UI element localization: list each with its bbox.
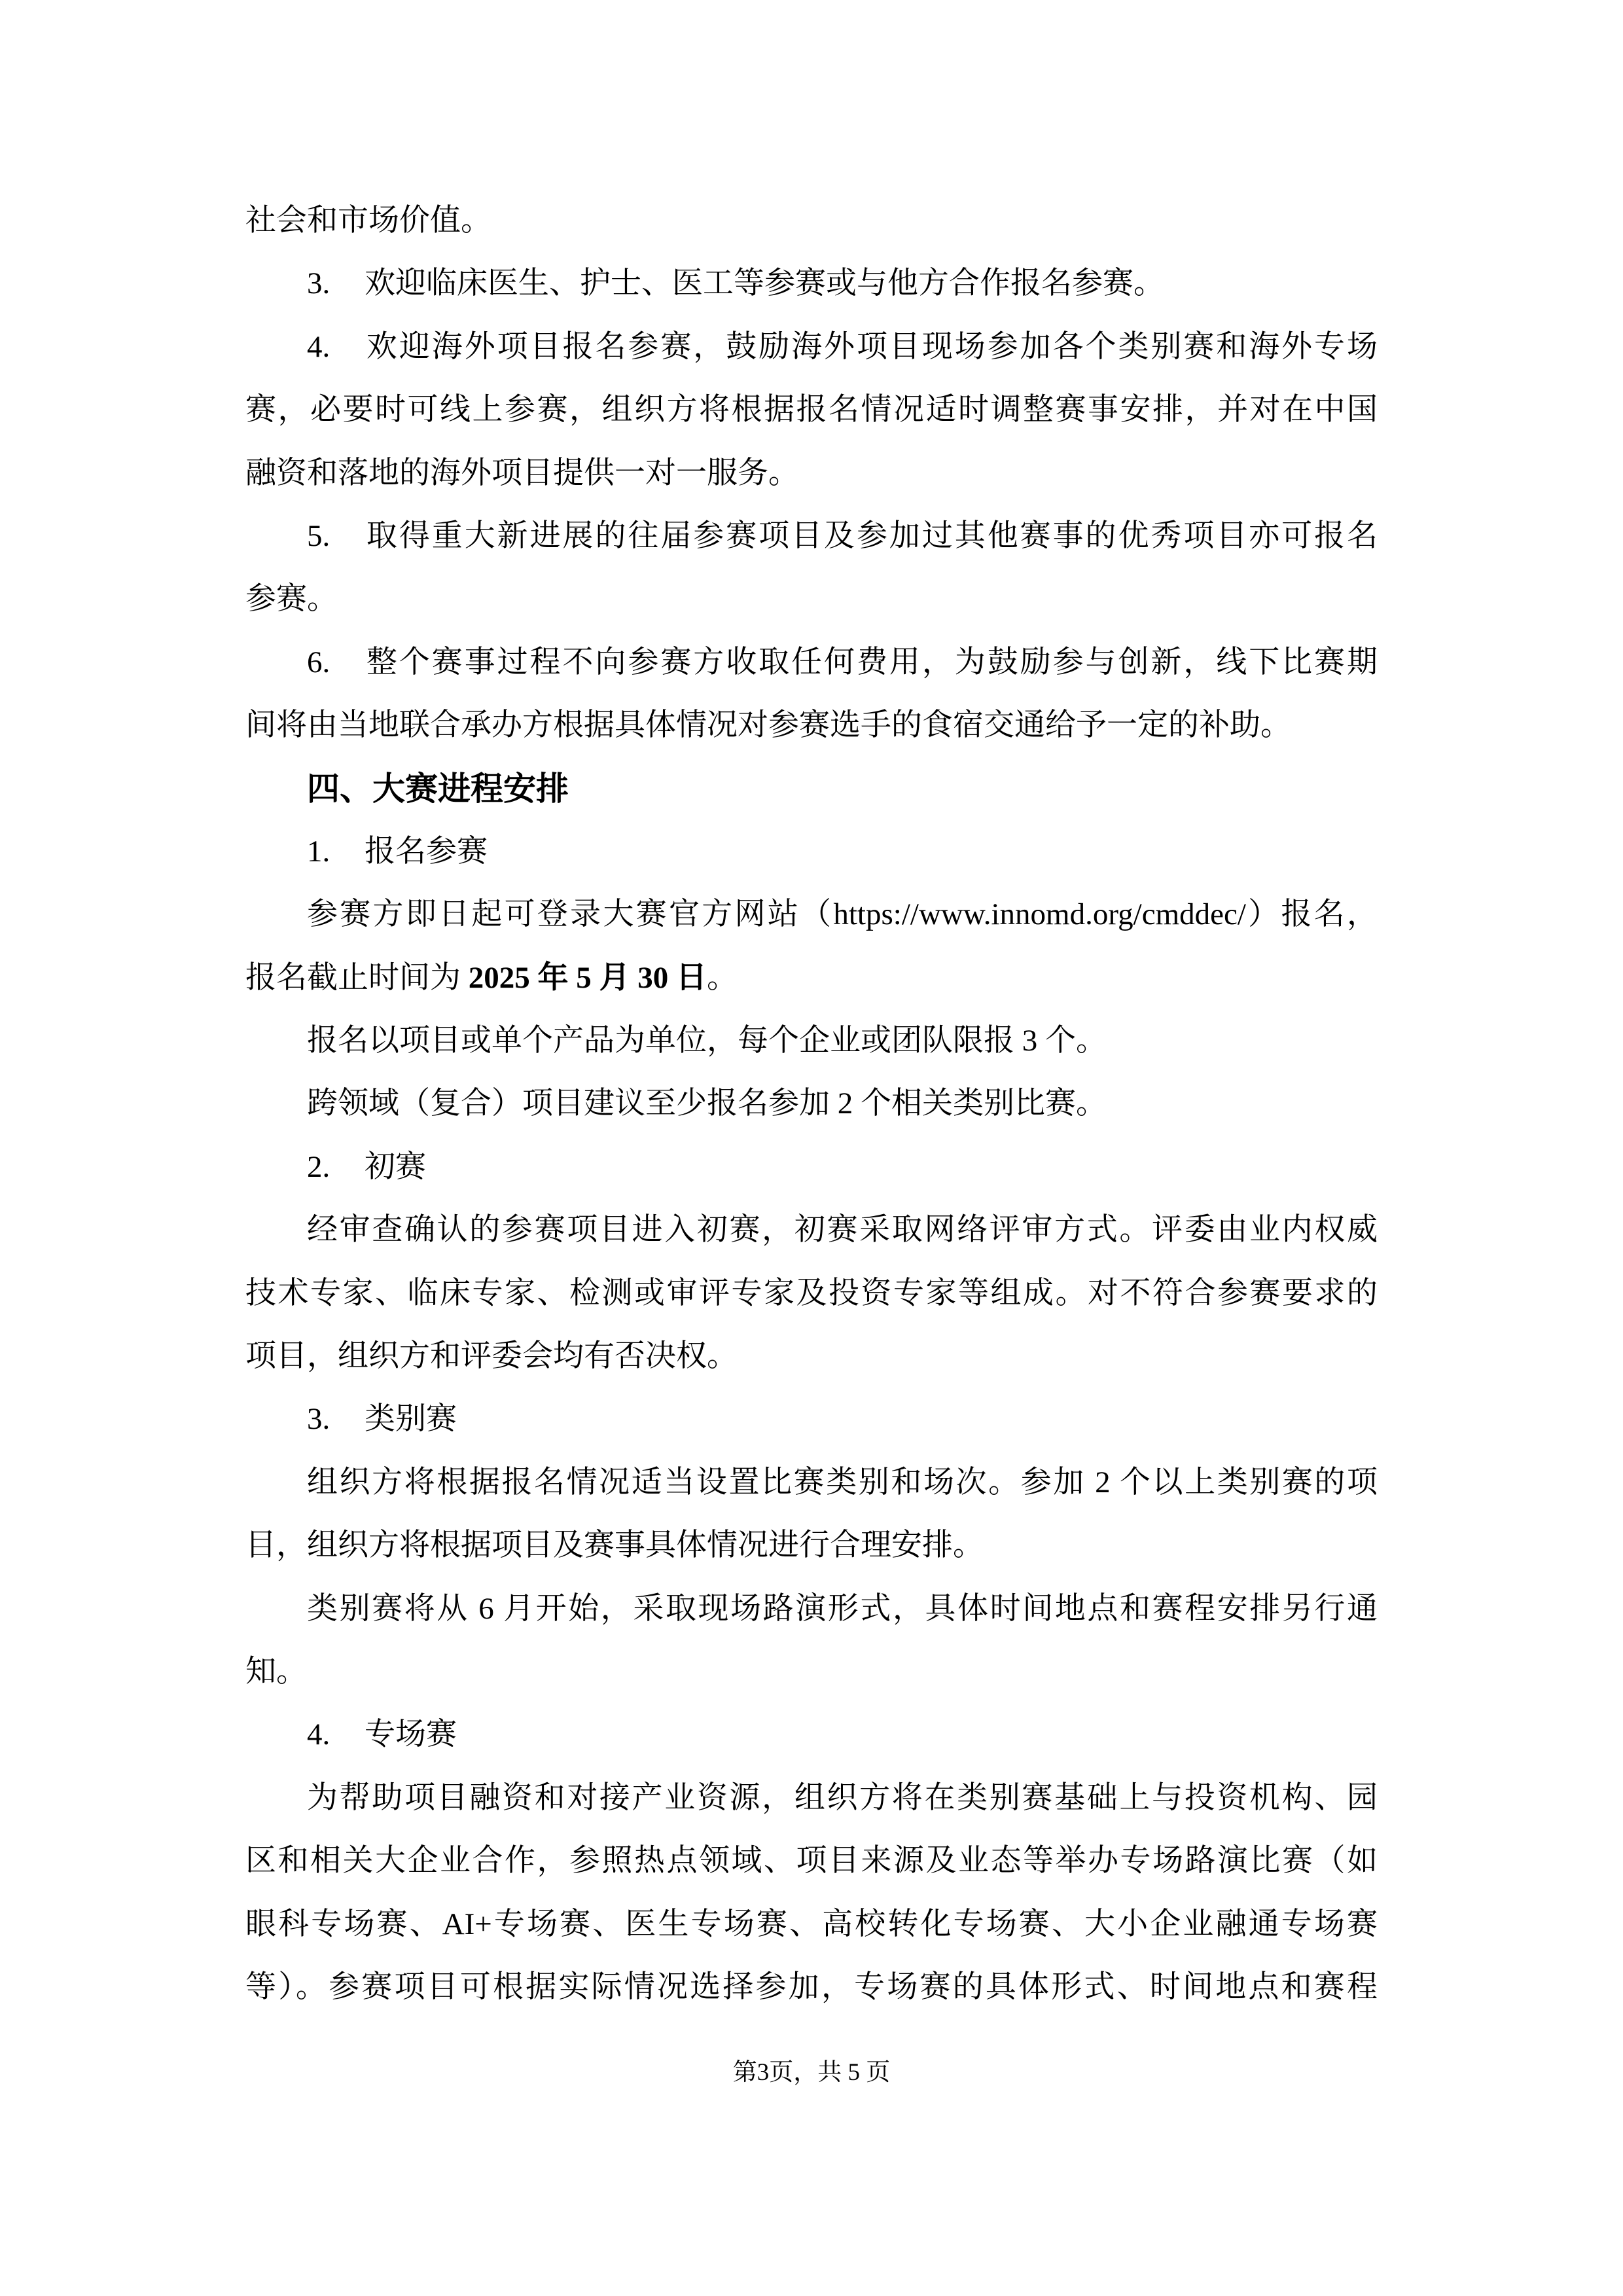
document-body [245,189,1378,2018]
numbered-item-6-line-2: 间将由当地联合承办方根据具体情况对参赛选手的食宿交通给予一定的补助。 [245,708,1291,743]
preliminary-para-line-2: 技术专家、临床专家、检测或审评专家及投资专家等组成。对不符合参赛要求的 [245,1276,1378,1310]
subitem-2-preliminary [245,1136,1378,1198]
deadline-suffix: 。 [707,960,738,995]
numbered-item-6-line-1 [245,631,1378,694]
section-heading: 四、大赛进程安排 [307,770,569,807]
subitem-4-special [245,1703,1378,1766]
item-text: 欢迎临床医生、护士、医工等参赛或与他方合作报名参赛。 [365,266,1164,301]
category-para-line-1: 组织方将根据报名情况适当设置比赛类别和场次。参加 2 个以上类别赛的项 [307,1465,1378,1499]
item-number: 4. [307,329,330,364]
subitem-1-registration [245,820,1378,883]
item-number: 6. [307,645,330,679]
item-text: 初赛 [365,1149,426,1184]
page-footer: 第3页，共 5 页 [732,2059,891,2086]
item-number: 3. [307,266,330,301]
item-number: 2. [307,1149,330,1184]
item-text: 欢迎海外项目报名参赛，鼓励海外项目现场参加各个类别赛和海外专场 [365,329,1378,364]
deadline-prefix: 报名截止时间为 [245,960,469,995]
item-text: 专场赛 [365,1717,457,1752]
item-text: 类别赛 [365,1402,457,1437]
item-number: 4. [307,1717,330,1752]
subitem-3-category [245,1388,1378,1450]
item-text: 报名参赛 [365,834,488,869]
numbered-item-3 [245,252,1378,315]
cross-domain-note-line: 跨领域（复合）项目建议至少报名参加 2 个相关类别比赛。 [307,1086,1107,1121]
registration-note-line: 报名以项目或单个产品为单位，每个企业或团队限报 3 个。 [307,1024,1107,1058]
numbered-item-5-line-1 [245,505,1378,567]
special-para-line-4: 等）。参赛项目可根据实际情况选择参加，专场赛的具体形式、时间地点和赛程 [245,1969,1378,2004]
category-schedule-line-2: 知。 [245,1654,307,1689]
item-text: 取得重大新进展的往届参赛项目及参加过其他赛事的优秀项目亦可报名 [365,518,1378,553]
numbered-item-4-line-2: 赛，必要时可线上参赛，组织方将根据报名情况适时调整赛事安排，并对在中国 [245,393,1378,427]
numbered-item-4-line-3: 融资和落地的海外项目提供一对一服务。 [245,456,799,490]
preliminary-para-line-3: 项目，组织方和评委会均有否决权。 [245,1339,738,1374]
special-para-line-3: 眼科专场赛、AI+专场赛、医生专场赛、高校转化专场赛、大小企业融通专场赛 [245,1907,1378,1941]
item-number: 1. [307,834,330,869]
item-number: 5. [307,518,330,553]
registration-para-line-1: 参赛方即日起可登录大赛官方网站（https://www.innomd.org/cmddec/）报名， [307,897,1378,932]
registration-deadline-line [245,946,1378,1009]
preliminary-para-line-1: 经审查确认的参赛项目进入初赛，初赛采取网络评审方式。评委由业内权威 [307,1213,1378,1247]
deadline-date: 2025 年 5 月 30 日 [468,960,707,995]
paragraph-tail-line: 社会和市场价值。 [245,204,491,238]
special-para-line-1: 为帮助项目融资和对接产业资源，组织方将在类别赛基础上与投资机构、园 [307,1780,1378,1815]
category-schedule-line-1: 类别赛将从 6 月开始，采取现场路演形式，具体时间地点和赛程安排另行通 [307,1591,1378,1626]
item-text: 整个赛事过程不向参赛方收取任何费用，为鼓励参与创新，线下比赛期 [365,645,1378,679]
numbered-item-5-line-2: 参赛。 [245,582,338,617]
special-para-line-2: 区和相关大企业合作，参照热点领域、项目来源及业态等举办专场路演比赛（如 [245,1844,1378,1878]
numbered-item-4-line-1 [245,315,1378,378]
item-number: 3. [307,1402,330,1437]
category-para-line-2: 目，组织方将根据项目及赛事具体情况进行合理安排。 [245,1528,984,1563]
